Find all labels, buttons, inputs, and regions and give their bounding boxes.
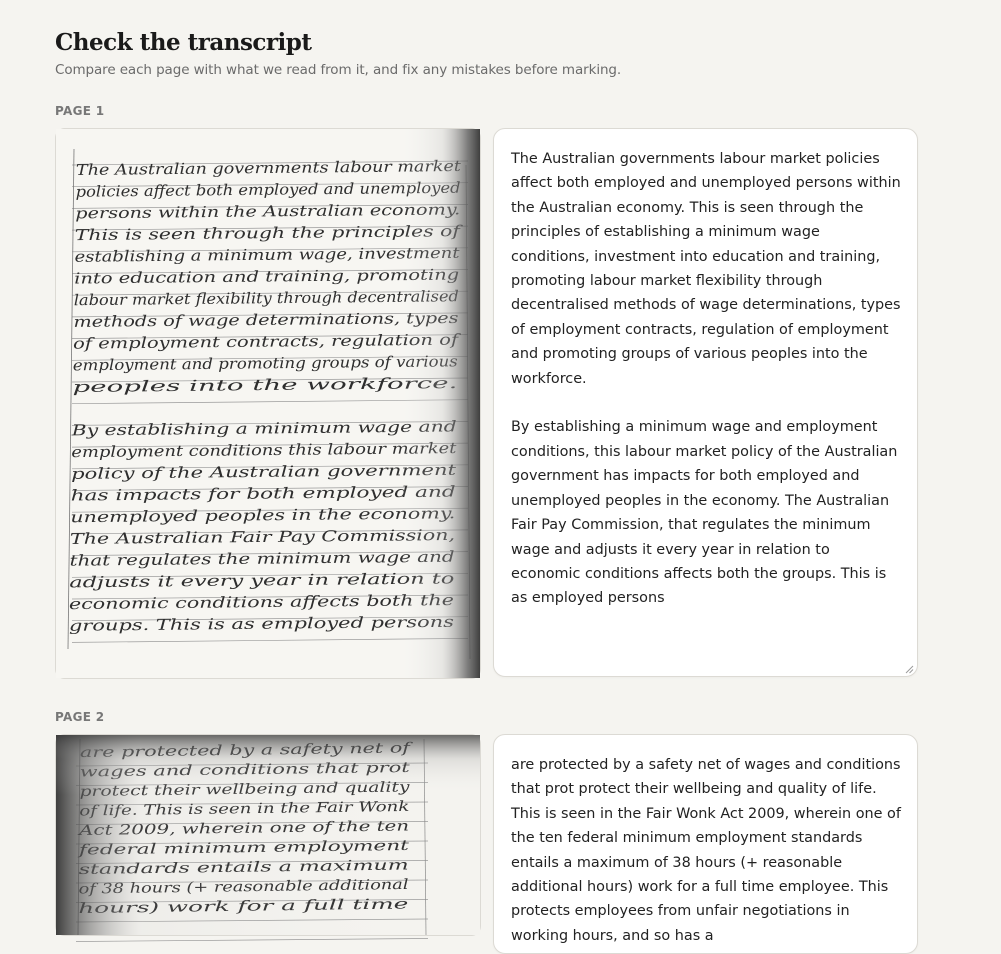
transcript-editor[interactable] (493, 734, 918, 954)
handwriting-line: peoples into the workforce. (72, 375, 282, 397)
handwriting-line: has impacts for both employed and (70, 483, 339, 505)
handwriting-line: groups. This is as employed persons (68, 613, 345, 635)
handwriting-line: By establishing a minimum wage and (71, 418, 357, 440)
handwriting-line: into education and training, promoting (74, 266, 371, 288)
page-label: PAGE 2 (55, 710, 105, 724)
page-image[interactable] (55, 128, 481, 679)
page-image[interactable] (55, 734, 481, 936)
resize-handle-icon[interactable] (904, 664, 914, 674)
transcript-text[interactable]: are protected by a safety net of wages and conditions that prot protect their wellbeing and quality of life. This is seen in the Fair Wonk Act 2009, wherein one of the ten federal minimum employment standards entails a maximum of 38 hours (+ reasonable additional hours) work for a full time employee. This protects employees from unfair negotiations in working hours, and so has a (511, 757, 906, 944)
handwriting-line: labour market flexibility through decentralised (73, 287, 432, 310)
handwriting-line: of employment contracts, regulation of (73, 331, 370, 353)
transcript-text[interactable]: The Australian governments labour market policies affect both employed and unemployed persons within the Australian economy. This is seen through the principles of establishing a minimum wage conditions, investment into education and training, promoting labour market flexibility through decentralised methods of wage determinations, types of employment contracts, regulation of employment and promoting groups of various peoples into the workforce. By establishing a minimum wage and employment conditions, this labour market policy of the Australian government has impacts for both employed and unemployed peoples in the economy. The Australian Fair Pay Commission, that regulates the minimum wage and adjusts it every year in relation to economic conditions affects both the groups. This is as employed persons (511, 151, 901, 607)
handwriting-line: The Australian Fair Pay Commission, (69, 527, 351, 548)
handwriting-line: methods of wage determinations, types (73, 309, 374, 331)
handwriting-line: economic conditions affects both the (68, 592, 349, 614)
handwriting-line: employment conditions this labour market (71, 439, 395, 462)
ruled-line (76, 939, 428, 942)
handwriting-line: that regulates the minimum wage and (69, 548, 361, 570)
page-label: PAGE 1 (55, 104, 105, 118)
page-subtitle: Compare each page with what we read from it, and fix any mistakes before marking. (55, 62, 622, 78)
handwriting-line: persons within the Australian economy. (75, 201, 376, 223)
handwritten-page-scan-icon (56, 735, 480, 935)
handwriting-line: This is seen through the principles of (74, 223, 359, 245)
page-title: Check the transcript (55, 29, 312, 56)
transcript-editor[interactable] (493, 128, 918, 677)
handwriting-line: The Australian governments labour market (75, 157, 406, 179)
handwriting-line: establishing a minimum wage, investment (74, 244, 396, 266)
handwriting-line: adjusts it every year in relation to (69, 570, 328, 592)
handwritten-page-scan-icon (56, 129, 480, 678)
handwriting-line: employment and promoting groups of various (72, 352, 421, 375)
handwriting-line: unemployed peoples in the economy. (70, 505, 351, 527)
handwriting-line: policy of the Australian government (70, 461, 345, 483)
handwriting-line: policies affect both employed and unemployed (75, 179, 430, 201)
